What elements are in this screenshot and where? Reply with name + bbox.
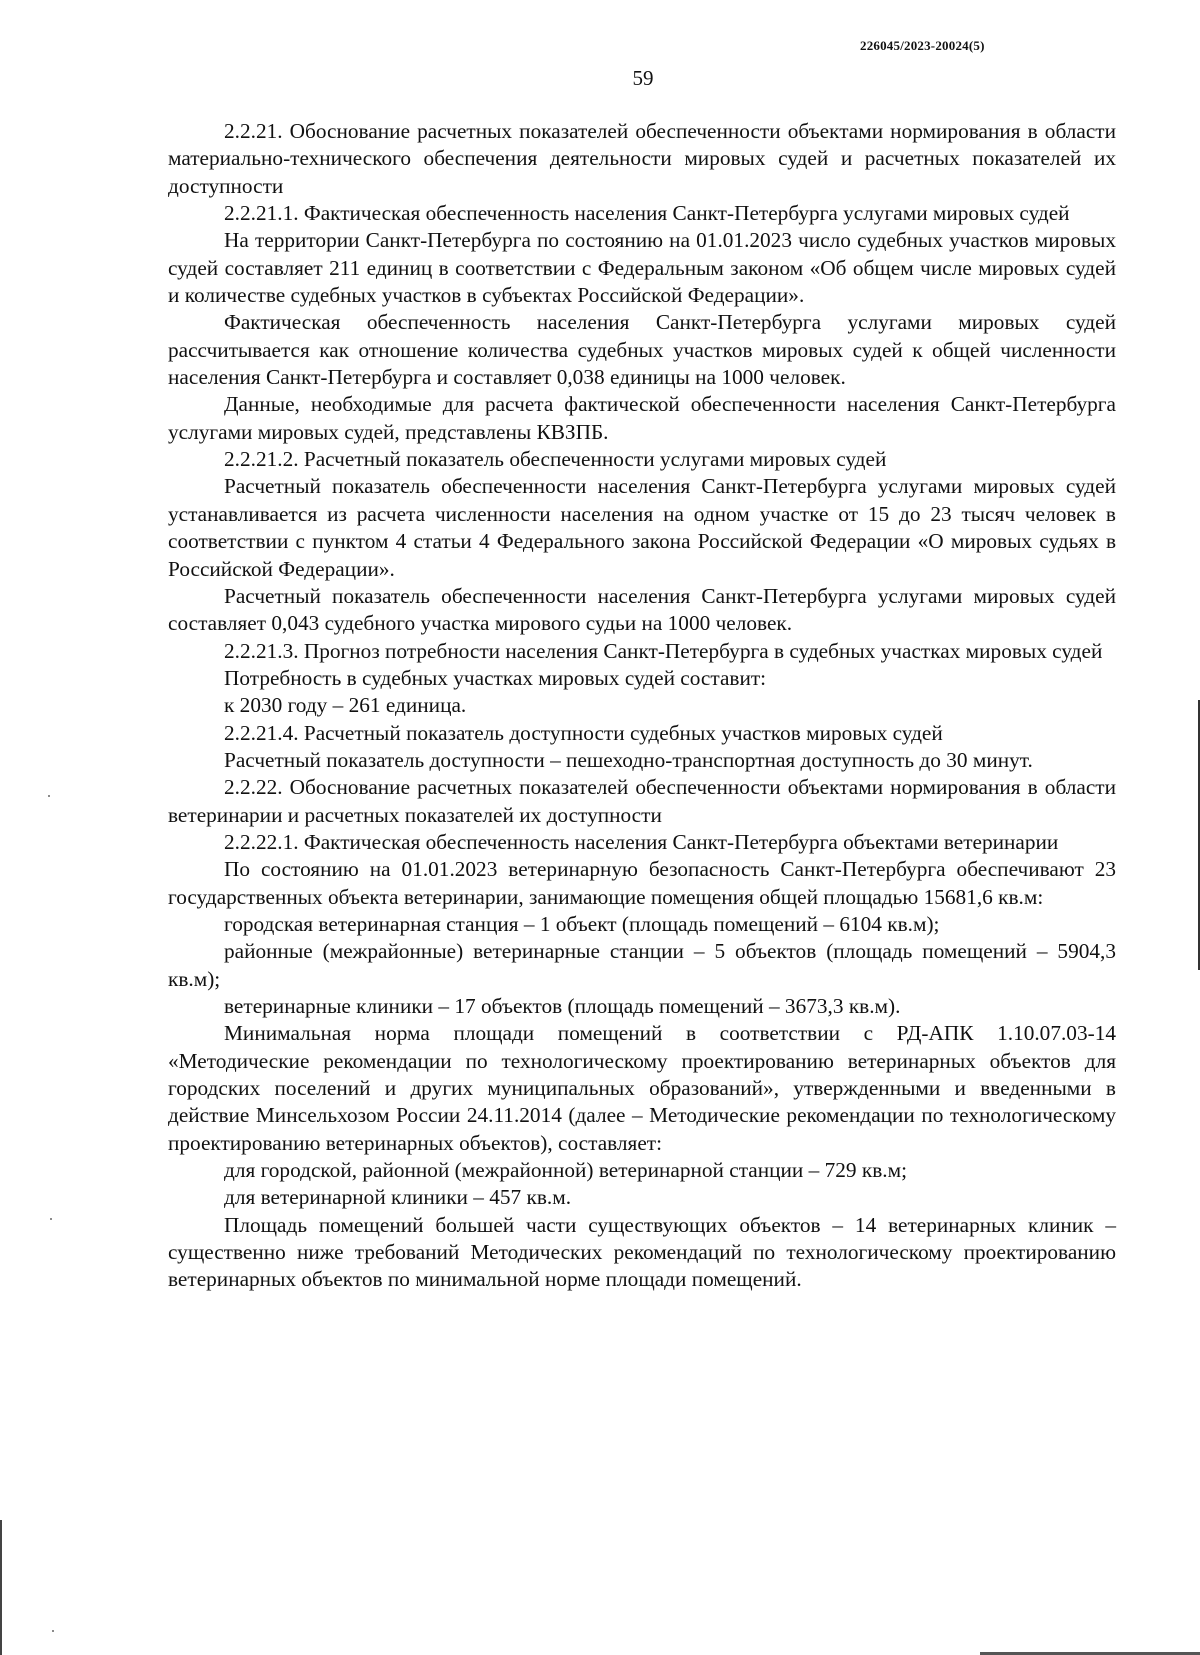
paragraph: Расчетный показатель обеспеченности населения Санкт-Петербурга услугами мировых судей устанавливается из расчета численности населения на одном участке от 15 до 23 тысяч человек в соответствии с пунктом 4 статьи 4 Федерального закона Российской Федерации «О мировых судьях в Российской Федерации». [168, 474, 1116, 581]
paragraph: Расчетный показатель доступности – пешеходно-транспортная доступность до 30 минут. [224, 747, 1033, 772]
paragraph: По состоянию на 01.01.2023 ветеринарную безопасность Санкт-Петербурга обеспечивают 23 государственных объекта ветеринарии, занимающие помещения общей площадью 15681,6 кв.м: [168, 857, 1116, 909]
list-item: для городской, районной (межрайонной) ветеринарной станции – 729 кв.м; [224, 1158, 908, 1183]
scan-speck [50, 1218, 52, 1220]
paragraph: Фактическая обеспеченность населения Санкт-Петербурга услугами мировых судей рассчитывается как отношение количества судебных участков мировых судей к общей численности населения Санкт-Петербурга и составляет 0,038 единицы на 1000 человек. [168, 310, 1116, 390]
list-item: для ветеринарной клиники – 457 кв.м. [224, 1185, 572, 1210]
scan-speck [48, 795, 50, 797]
paragraph: к 2030 году – 261 единица. [224, 693, 467, 718]
paragraph: Площадь помещений большей части существующих объектов – 14 ветеринарных клиник – существенно ниже требований Методических рекомендаций по технологическому проектированию ветеринарных объектов по минимальной норме площади помещений. [168, 1212, 1116, 1292]
document-registration-number: 226045/2023-20024(5) [860, 38, 985, 53]
subsection-heading-2-2-21-3: 2.2.21.3. Прогноз потребности населения Санкт-Петербурга в судебных участках мировых судей [224, 638, 1103, 663]
scan-edge-artifact [0, 1520, 2, 1655]
page-number: 59 [632, 66, 654, 90]
subsection-heading-2-2-21-4: 2.2.21.4. Расчетный показатель доступности судебных участков мировых судей [224, 720, 943, 745]
subsection-heading-2-2-21-1: 2.2.21.1. Фактическая обеспеченность населения Санкт-Петербурга услугами мировых судей [224, 201, 1070, 226]
document-body [168, 118, 1116, 1294]
list-item: ветеринарные клиники – 17 объектов (площадь помещений – 3673,3 кв.м). [224, 994, 901, 1018]
paragraph: Потребность в судебных участках мировых судей составит: [224, 665, 767, 690]
subsection-heading-2-2-22-1: 2.2.22.1. Фактическая обеспеченность населения Санкт-Петербурга объектами ветеринарии [224, 829, 1059, 854]
subsection-heading-2-2-21-2: 2.2.21.2. Расчетный показатель обеспеченности услугами мировых судей [224, 447, 887, 472]
list-item: районные (межрайонные) ветеринарные станции – 5 объектов (площадь помещений – 5904,3 кв.м); [168, 939, 1116, 991]
paragraph: Минимальная норма площади помещений в соответствии с РД-АПК 1.10.07.03-14 «Методические рекомендации по технологическому проектированию ветеринарных объектов для городских поселений и других муниципальных образований», утвержденными и введенными в действие Минсельхозом России 24.11.2014 (далее – Методические рекомендации по технологическому проектированию ветеринарных объектов), составляет: [168, 1021, 1116, 1155]
section-heading-2-2-22: 2.2.22. Обоснование расчетных показателей обеспеченности объектами нормирования в области ветеринарии и расчетных показателей их доступности [168, 775, 1116, 827]
paragraph: На территории Санкт-Петербурга по состоянию на 01.01.2023 число судебных участков мировых судей составляет 211 единиц в соответствии с Федеральным законом «Об общем числе мировых судей и количестве судебных участков в субъектах Российской Федерации». [168, 228, 1116, 308]
list-item: городская ветеринарная станция – 1 объект (площадь помещений – 6104 кв.м); [224, 911, 940, 936]
paragraph: Данные, необходимые для расчета фактической обеспеченности населения Санкт-Петербурга услугами мировых судей, представлены КВЗПБ. [168, 392, 1116, 444]
section-heading-2-2-21: 2.2.21. Обоснование расчетных показателей обеспеченности объектами нормирования в области материально-технического обеспечения деятельности мировых судей и расчетных показателей их доступности [168, 119, 1116, 198]
paragraph: Расчетный показатель обеспеченности населения Санкт-Петербурга услугами мировых судей составляет 0,043 судебного участка мирового судьи на 1000 человек. [168, 583, 1116, 636]
scan-speck [52, 1630, 54, 1632]
